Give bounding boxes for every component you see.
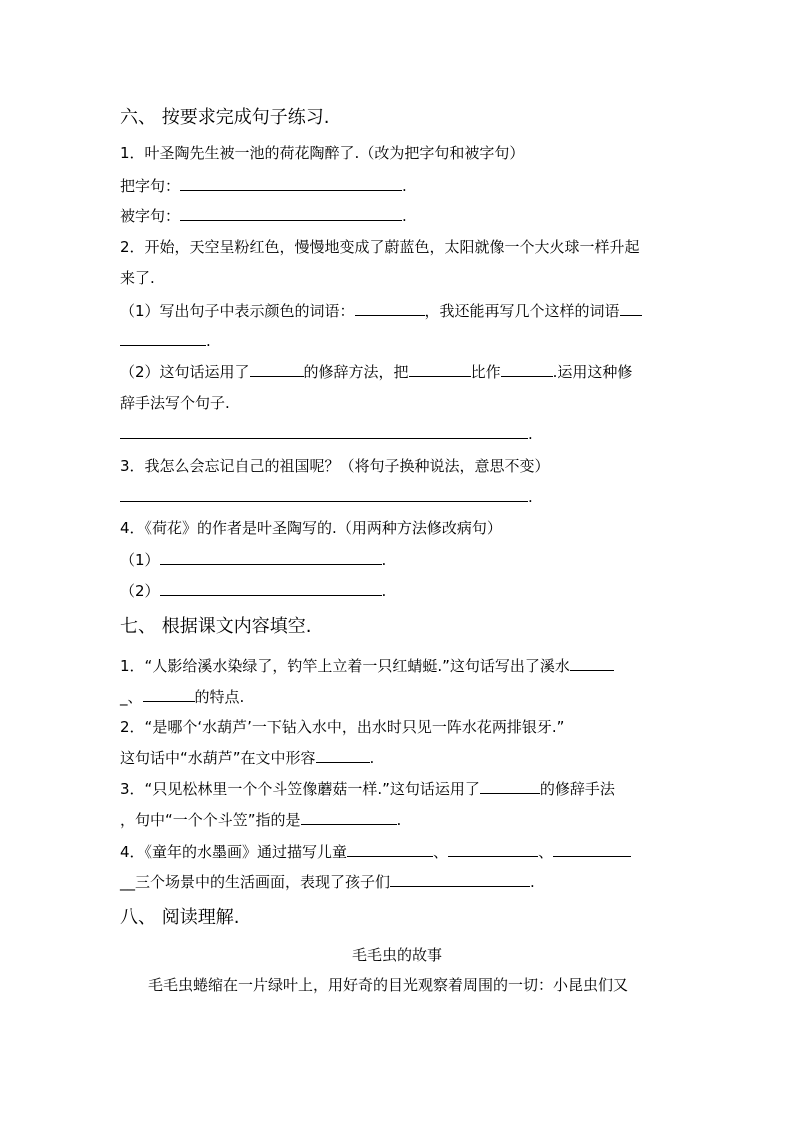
compare-object-blank[interactable] <box>501 362 553 377</box>
fix-option-2 <box>120 581 386 601</box>
stream-feature-blank-a[interactable] <box>570 656 614 671</box>
fix-option-1 <box>120 550 386 570</box>
scene-1-blank[interactable] <box>347 842 433 857</box>
q7-4-sep: 、 <box>538 843 554 861</box>
stream-feature-blank-b[interactable] <box>143 687 195 702</box>
story-paragraph-line: 毛毛虫蜷缩在一片绿叶上，用好奇的目光观察着周围的一切：小昆虫们又 <box>148 976 629 994</box>
q7-3-text: 3．“只见松林里一个个斗笠像蘑菇一样.”这句话运用了 <box>120 780 480 798</box>
question-7-3-line1 <box>120 779 615 799</box>
scene-3-blank[interactable] <box>553 842 631 857</box>
question-6-4: 4．《荷花》的作者是叶圣陶写的.（用两种方法修改病句） <box>120 519 502 537</box>
bei-sentence-line <box>120 206 407 226</box>
period: . <box>206 332 211 350</box>
write-sentence-blank[interactable] <box>120 424 528 439</box>
sub2-prefix: （2）这句话运用了 <box>120 363 250 381</box>
q7-4-text: 4．《童年的水墨画》通过描写儿童 <box>120 843 348 861</box>
question-6-2-sub1-line2 <box>120 331 211 351</box>
rhetoric-method-blank[interactable] <box>480 779 540 794</box>
period: . <box>528 425 533 443</box>
q7-1-end: 的特点. <box>194 688 245 706</box>
compare-subject-blank[interactable] <box>409 362 471 377</box>
section-7-heading: 七、 根据课文内容填空. <box>120 616 312 637</box>
question-7-2-line2 <box>120 748 374 768</box>
period: . <box>381 551 387 569</box>
option-2-label: （2） <box>120 582 160 600</box>
color-words-blank[interactable] <box>355 301 425 316</box>
q7-4-sep: 、 <box>433 843 449 861</box>
full-stop: . <box>396 811 402 829</box>
full-stop: . <box>530 873 535 891</box>
more-words-blank-a[interactable] <box>620 301 642 316</box>
rewrite-line <box>120 487 533 507</box>
ba-sentence-label: 把字句： <box>120 177 181 195</box>
question-6-2-sub1 <box>120 301 642 321</box>
sub2-part4: .运用这种修 <box>552 363 633 381</box>
option-1-label: （1） <box>120 551 160 569</box>
fix-2-blank[interactable] <box>160 581 382 596</box>
hat-meaning-blank[interactable] <box>301 810 397 825</box>
sub1-prefix: （1）写出句子中表示颜色的词语： <box>120 302 355 320</box>
question-7-4-line1 <box>120 842 631 862</box>
period: . <box>402 207 407 225</box>
scene-2-blank[interactable] <box>448 842 538 857</box>
sub2-part2: 的修辞方法，把 <box>303 363 409 381</box>
water-gourd-blank[interactable] <box>316 748 370 763</box>
question-6-2-sub2-line2: 辞手法写个句子. <box>120 394 230 412</box>
q7-1-sep: _、 <box>120 688 143 706</box>
question-6-2-line2: 来了. <box>120 269 155 287</box>
rewrite-blank[interactable] <box>120 487 528 502</box>
q7-3-text2: ，句中“一个个斗笠”指的是 <box>120 811 301 829</box>
question-6-2-line1: 2．开始，天空呈粉红色，慢慢地变成了蔚蓝色，太阳就像一个大火球一样升起 <box>120 238 640 256</box>
section-8-heading: 八、 阅读理解. <box>120 907 240 928</box>
q7-4-text2: __三个场景中的生活画面，表现了孩子们 <box>120 873 391 891</box>
q7-3-end: 的修辞手法 <box>539 780 615 798</box>
question-7-1-line2 <box>120 687 244 707</box>
bei-sentence-blank[interactable] <box>180 206 402 221</box>
period: . <box>381 582 387 600</box>
section-6-heading: 六、 按要求完成句子练习. <box>120 107 330 128</box>
more-words-blank-b[interactable] <box>120 331 206 346</box>
ba-sentence-blank[interactable] <box>180 176 402 191</box>
bei-sentence-label: 被字句： <box>120 207 181 225</box>
question-7-2-line1: 2．“是哪个‘水葫芦’一下钻入水中，出水时只见一阵水花两排银牙.” <box>120 718 565 736</box>
q7-1-text: 1．“人影给溪水染绿了，钓竿上立着一只红蜻蜓.”这句话写出了溪水 <box>120 657 570 675</box>
sub2-part3: 比作 <box>470 363 501 381</box>
write-sentence-line <box>120 424 533 444</box>
fix-1-blank[interactable] <box>160 550 382 565</box>
full-stop: . <box>369 749 375 767</box>
sub1-middle: ，我还能再写几个这样的词语 <box>424 302 620 320</box>
question-7-4-line2 <box>120 872 535 892</box>
story-title: 毛毛虫的故事 <box>351 946 442 964</box>
question-6-3: 3．我怎么会忘记自己的祖国呢？（将句子换种说法，意思不变） <box>120 457 550 475</box>
question-7-1-line1 <box>120 656 614 676</box>
q7-2-text: 这句话中“水葫芦”在文中形容 <box>120 749 316 767</box>
rhetoric-blank[interactable] <box>250 362 304 377</box>
period: . <box>402 177 407 195</box>
question-6-1: 1．叶圣陶先生被一池的荷花陶醉了.（改为把字句和被字句） <box>120 144 525 162</box>
question-6-2-sub2 <box>120 362 632 382</box>
question-7-3-line2 <box>120 810 401 830</box>
ba-sentence-line <box>120 176 407 196</box>
period: . <box>528 488 533 506</box>
children-trait-blank[interactable] <box>390 872 530 887</box>
